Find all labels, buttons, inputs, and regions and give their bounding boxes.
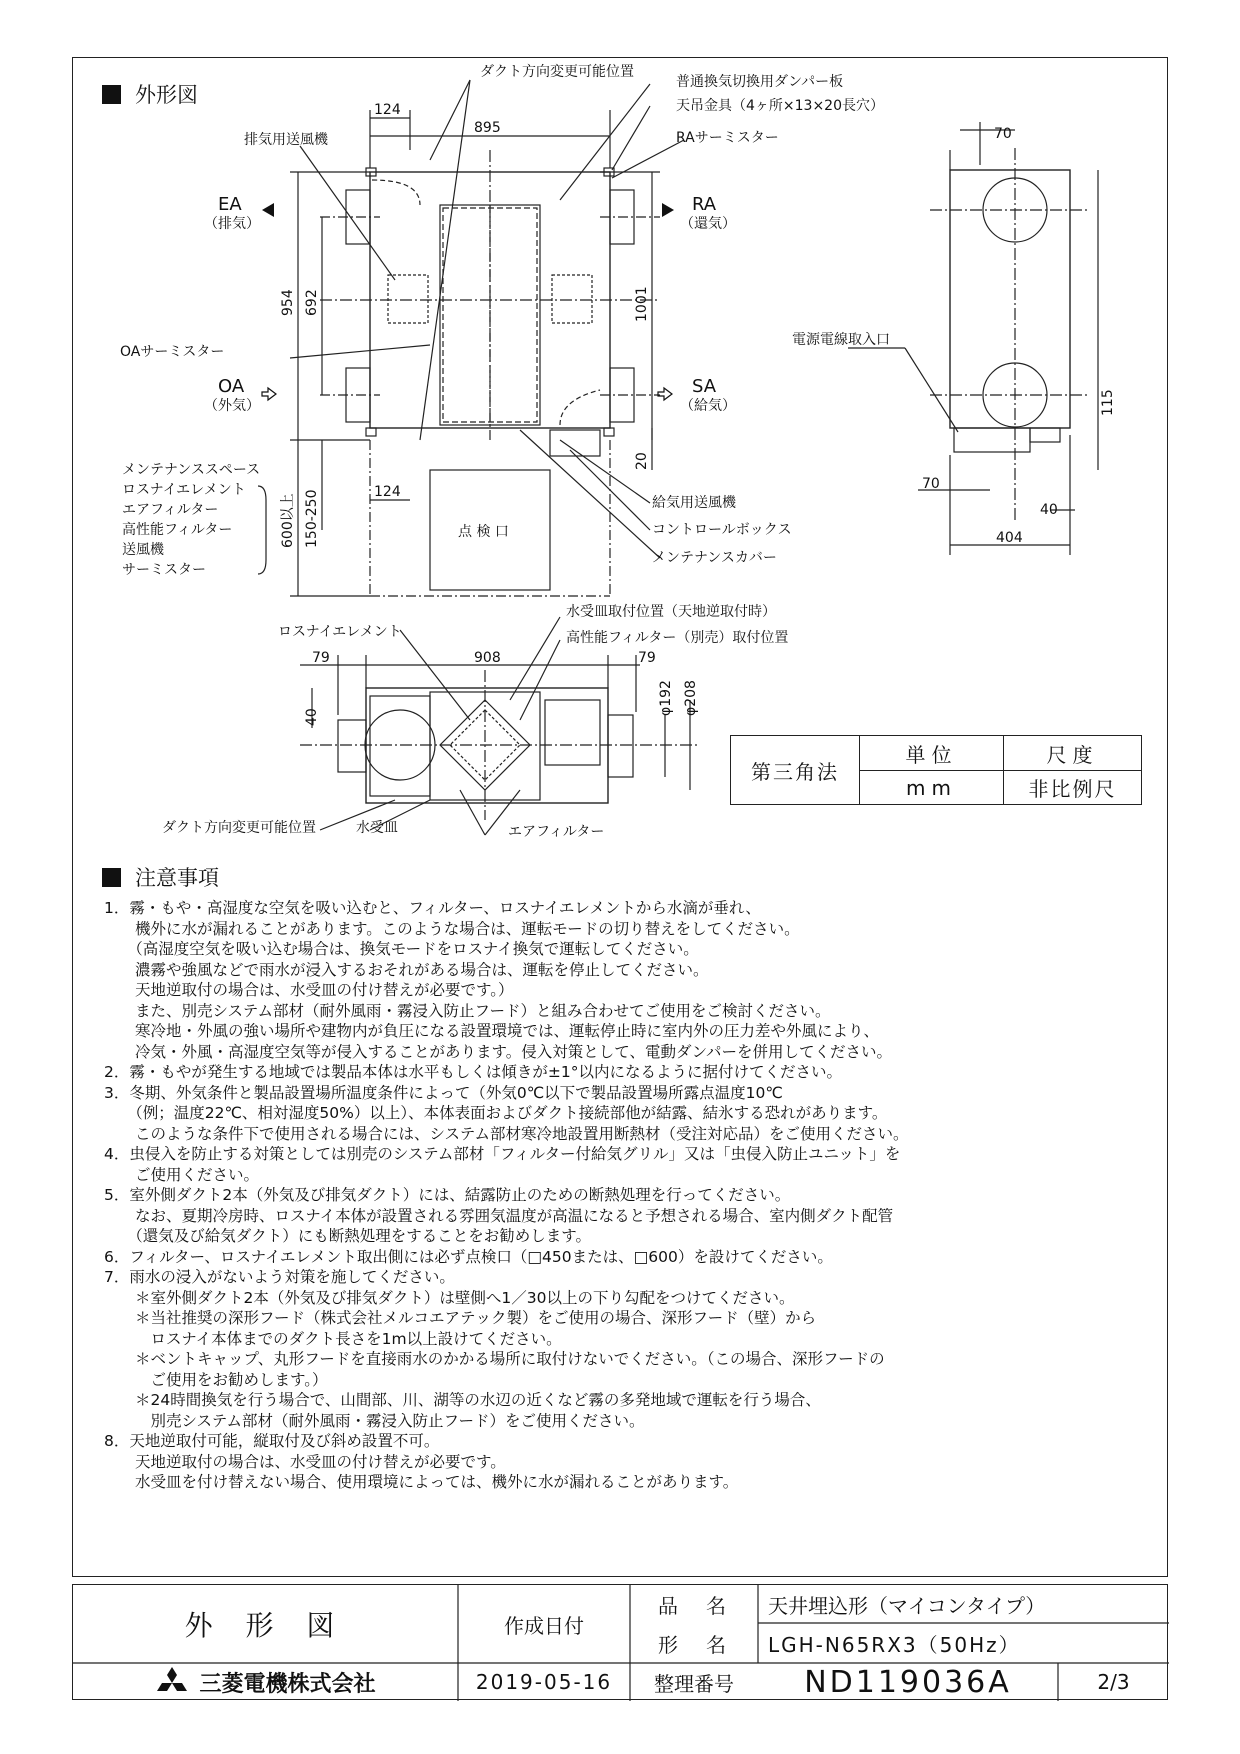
note-line: ご使用をお勧めします。） — [104, 1370, 328, 1389]
note-line: 6．フィルター、ロスナイエレメント取出側には必ず点検口（□450または、□600）を設けてください。 — [104, 1247, 833, 1266]
note-line: ロスナイ本体までのダクト長さを1m以上設けてください。 — [104, 1329, 562, 1348]
port-ea: EA — [218, 194, 242, 215]
note-line: ご使用ください。 — [104, 1165, 260, 1184]
side-dim-40: 40 — [1040, 502, 1058, 518]
maint-line-6: サーミスター — [122, 562, 206, 578]
number-label: 整理番号 — [654, 1671, 734, 1696]
dim-895: 895 — [474, 120, 501, 136]
front-dim-40: 40 — [304, 708, 320, 726]
sa-arrow-icon — [658, 388, 672, 400]
mitsubishi-logo-icon — [155, 1667, 189, 1697]
note-line: ＊室外側ダクト2本（外気及び排気ダクト）は壁側へ1／30以上の下り勾配をつけてください。 — [104, 1288, 795, 1307]
ea-arrow-icon — [262, 203, 274, 217]
label-oa-thermistor: OAサーミスター — [120, 344, 225, 360]
created-date: 2019-05-16 — [475, 1670, 613, 1694]
note-line: ＊当社推奨の深形フード（株式会社メルコエアテック製）をご使用の場合、深形フード（壁）から — [104, 1309, 817, 1327]
projection-method: 第三角法 — [751, 759, 839, 784]
created-label: 作成日付 — [504, 1613, 584, 1638]
label-maint-cover: メンテナンスカバー — [652, 550, 777, 566]
note-line: （例；温度22℃、相対湿度50%）以上）、本体表面およびダクト接続部他が結露、結氷する恐れがあります。 — [104, 1104, 888, 1122]
note-line: 天地逆取付の場合は、水受皿の付け替えが必要です。） — [104, 981, 514, 999]
note-line: （還気及び給気ダクト）にも断熱処理をすることをお勧めします。 — [104, 1227, 592, 1245]
port-ra-sub: （還気） — [680, 216, 736, 232]
note-line: 3．冬期、外気条件と製品設置場所温度条件によって（外気0℃以下で製品設置場所露点温度10℃ — [104, 1083, 783, 1102]
note-line: なお、夏期冷房時、ロスナイ本体が設置される雰囲気温度が高温になると予想される場合、室内側ダクト配管 — [104, 1206, 894, 1225]
outline-section-title: 外形図 — [102, 79, 198, 109]
label-hepa-pos: 高性能フィルター（別売）取付位置 — [566, 630, 789, 646]
note-line: 4．虫侵入を防止する対策としては別売のシステム部材「フィルター付給気グリル」又は「虫侵入防止ユニット」を — [104, 1145, 901, 1163]
label-air-filter: エアフィルター — [508, 824, 605, 840]
title-block — [72, 1584, 1168, 1700]
note-line: 機外に水が漏れることがあります。このような場合は、運転モードの切り替えをしてください。 — [104, 919, 800, 938]
scale-value: 非比例尺 — [1003, 770, 1141, 804]
label-drain-pan: 水受皿 — [356, 820, 398, 836]
top-view — [258, 80, 684, 596]
maint-line-2: ロスナイエレメント — [122, 482, 246, 498]
label-duct-change-bottom: ダクト方向変更可能位置 — [162, 820, 316, 836]
side-dim-70-top: 70 — [994, 126, 1012, 142]
note-line: 冷気・外風・高湿度空気等が侵入することがあります。侵入対策として、電動ダンパーを併用してください。 — [104, 1042, 893, 1061]
front-dim-79-left: 79 — [312, 650, 330, 666]
label-damper: 普通換気切換用ダンパー板 — [676, 74, 844, 90]
dim-692: 692 — [304, 289, 320, 316]
label-duct-change-top: ダクト方向変更可能位置 — [480, 64, 634, 80]
maint-line-4: 高性能フィルター — [122, 522, 233, 538]
notes-section-title: 注意事項 — [102, 862, 219, 892]
model-name: LGH-N65RX3（50Hz） — [768, 1632, 1021, 1657]
note-line: ＊ベントキャップ、丸形フードを直接雨水のかかる場所に取付けないでください。（この場合、深形フードの — [104, 1350, 885, 1368]
note-line: 水受皿を付け替えない場合、使用環境によっては、機外に水が漏れることがあります。 — [104, 1473, 739, 1491]
dim-1001: 1001 — [634, 286, 650, 322]
note-line: 別売システム部材（耐外風雨・霧浸入防止フード）をご使用ください。 — [104, 1411, 645, 1430]
port-sa: SA — [692, 376, 717, 397]
note-line: 1．霧・もや・高湿度な空気を吸い込むと、フィルター、ロスナイエレメントから水滴が垂れ、 — [104, 899, 761, 917]
projection-scale-table — [730, 735, 1142, 805]
unit-value: mm — [859, 770, 1003, 804]
page-number: 2/3 — [1097, 1670, 1130, 1694]
front-dim-908: 908 — [474, 650, 501, 666]
note-line: 濃霧や強風などで雨水が浸入するおそれがある場合は、運転を停止してください。 — [104, 960, 709, 979]
label-control-box: コントロールボックス — [652, 522, 792, 538]
unit-header: 単位 — [859, 736, 1003, 770]
label-power-inlet: 電源電線取入口 — [792, 332, 890, 348]
scale-header: 尺度 — [1003, 736, 1141, 770]
port-sa-sub: （給気） — [680, 398, 736, 414]
dim-124-top: 124 — [374, 102, 401, 118]
port-oa: OA — [218, 376, 245, 397]
note-line: 5．室外側ダクト2本（外気及び排気ダクト）には、結露防止のための断熱処理を行ってください。 — [104, 1186, 791, 1204]
note-line: 8．天地逆取付可能，縦取付及び斜め設置不可。 — [104, 1432, 440, 1450]
model-label: 形 名 — [658, 1632, 730, 1657]
note-line: （高湿度空気を吸い込む場合は、換気モードをロスナイ換気で運転してください。 — [104, 940, 699, 958]
label-lossnay-element: ロスナイエレメント — [278, 624, 402, 640]
label-inspection: 点 検 口 — [458, 524, 509, 540]
label-exhaust-fan: 排気用送風機 — [244, 132, 328, 148]
product-label: 品 名 — [658, 1593, 730, 1618]
ra-arrow-icon — [662, 203, 674, 217]
label-hanger: 天吊金具（4ヶ所×13×20長穴） — [676, 98, 884, 114]
port-oa-sub: （外気） — [204, 398, 260, 414]
front-dim-79-right: 79 — [638, 650, 656, 666]
port-ra: RA — [692, 194, 717, 215]
oa-arrow-icon — [262, 388, 276, 400]
dim-600: 600以上 — [280, 493, 296, 548]
company-name: 三菱電機株式会社 — [199, 1671, 376, 1697]
product-name: 天井埋込形（マイコンタイプ） — [768, 1593, 1046, 1618]
note-line: ＊24時間換気を行う場合で、山間部、川、湖等の水辺の近くなど霧の多発地域で運転を行う場合、 — [104, 1391, 821, 1409]
label-supply-fan: 給気用送風機 — [652, 495, 736, 511]
label-ra-thermistor: RAサーミスター — [676, 130, 779, 146]
note-line: このような条件下で使用される場合には、システム部材寒冷地設置用断熱材（受注対応品）をご使用ください。 — [104, 1124, 909, 1143]
maint-line-1: メンテナンススペース — [122, 462, 261, 478]
note-line: 寒冷地・外風の強い場所や建物内が負圧になる設置環境では、運転停止時に室内外の圧力差や外風により、 — [104, 1022, 880, 1040]
dim-124-bottom: 124 — [374, 484, 401, 500]
dim-954: 954 — [280, 289, 296, 316]
dim-20: 20 — [634, 452, 650, 470]
note-line: また、別売システム部材（耐外風雨・霧浸入防止フード）と組み合わせてご使用をご検討ください。 — [104, 1001, 831, 1020]
front-dim-192: φ192 — [658, 680, 674, 716]
side-dim-404: 404 — [996, 530, 1023, 546]
side-dim-115: 115 — [1100, 389, 1116, 416]
maint-line-3: エアフィルター — [122, 502, 219, 518]
note-line: 7．雨水の浸入がないよう対策を施してください。 — [104, 1268, 455, 1286]
company-block — [73, 1663, 458, 1701]
port-ea-sub: （排気） — [204, 216, 260, 232]
bullet-square-icon — [102, 868, 121, 887]
drawing-title: 外 形 図 — [184, 1609, 347, 1642]
drawing-number: ND119036A — [804, 1664, 1012, 1700]
front-dim-208: φ208 — [683, 680, 699, 716]
dim-150-250: 150-250 — [304, 489, 320, 548]
note-line: 天地逆取付の場合は、水受皿の付け替えが必要です。 — [104, 1452, 506, 1471]
maint-line-5: 送風機 — [122, 542, 164, 558]
label-drain-pan-pos: 水受皿取付位置（天地逆取付時） — [566, 604, 776, 620]
side-dim-70-bottom: 70 — [922, 476, 940, 492]
note-line: 2．霧・もやが発生する地域では製品本体は水平もしくは傾きが±1°以内になるように据付けてください。 — [104, 1063, 842, 1081]
notes-list — [104, 898, 1154, 1493]
